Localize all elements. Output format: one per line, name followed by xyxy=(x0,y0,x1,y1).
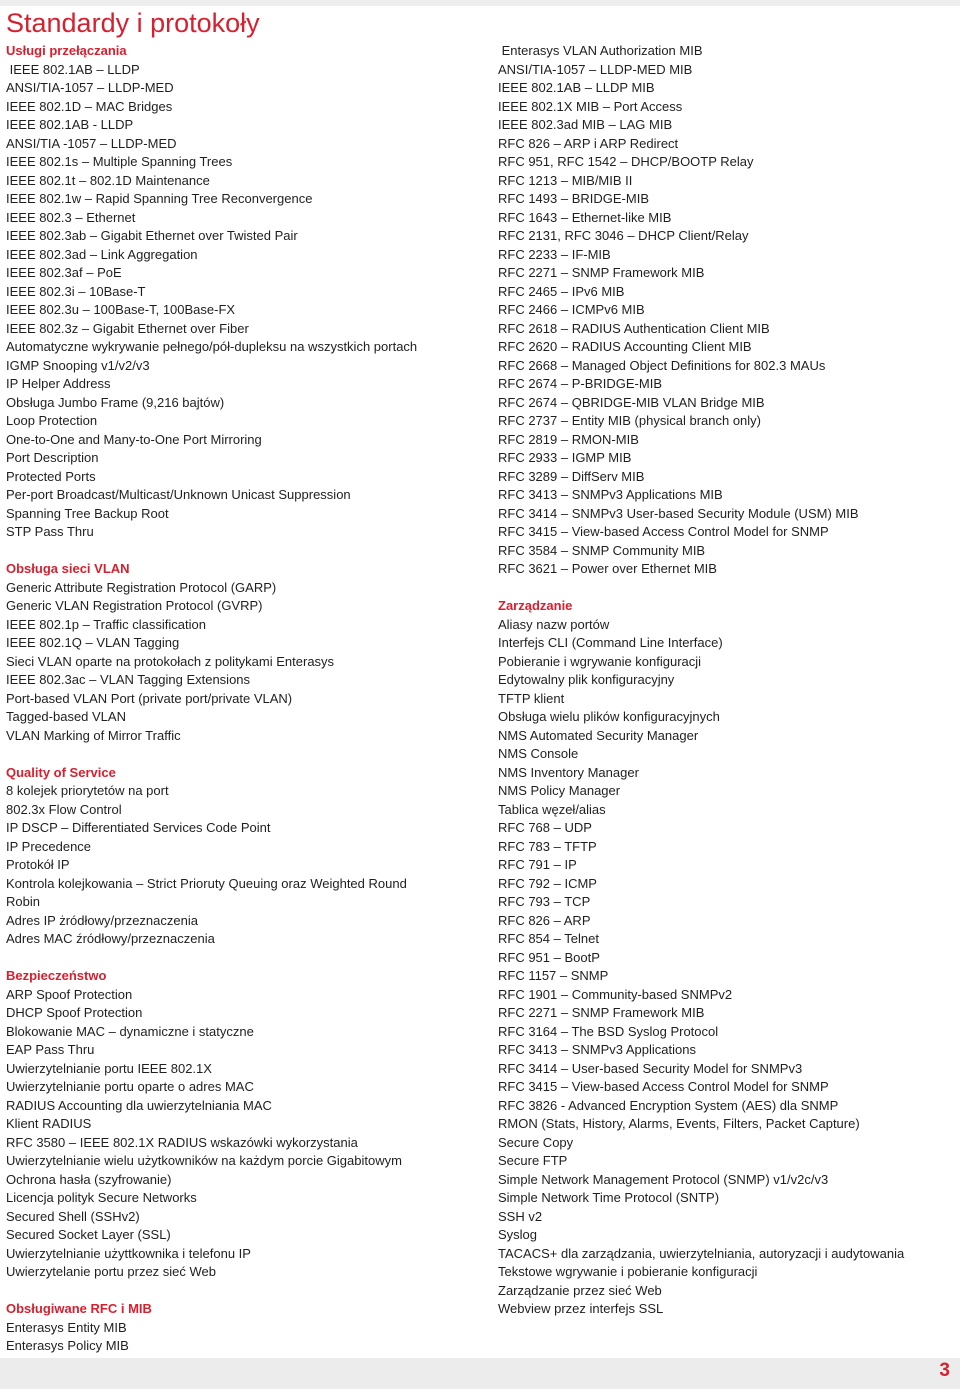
list-item: RMON (Stats, History, Alarms, Events, Filters, Packet Capture) xyxy=(498,1116,860,1131)
list-item: Enterasys Entity MIB xyxy=(6,1319,127,1335)
list-item: Blokowanie MAC – dynamiczne i statyczne xyxy=(6,1023,254,1039)
item-list xyxy=(6,1319,476,1356)
list-item: RFC 3414 – User-based Security Model for SNMPv3 xyxy=(498,1060,803,1076)
list-item: Aliasy nazw portów xyxy=(498,616,610,632)
list-item: IEEE 802.3ac – VLAN Tagging Extensions xyxy=(6,672,251,687)
list-item: RFC 3584 – SNMP Community MIB xyxy=(498,542,706,558)
list-item: IEEE 802.3i – 10Base-T xyxy=(6,283,146,299)
list-item: RFC 2271 – SNMP Framework MIB xyxy=(498,1005,705,1020)
list-item: RFC 826 – ARP xyxy=(498,912,591,928)
list-item: RFC 1901 – Community-based SNMPv2 xyxy=(498,986,733,1002)
list-item: Secured Shell (SSHv2) xyxy=(6,1208,140,1224)
list-item: NMS Automated Security Manager xyxy=(498,727,699,743)
list-item: IGMP Snooping v1/v2/v3 xyxy=(6,357,150,373)
list-item: RFC 3164 – The BSD Syslog Protocol xyxy=(498,1023,719,1039)
list-item: RFC 1157 – SNMP xyxy=(498,968,609,983)
list-item: Obsługa wielu plików konfiguracyjnych xyxy=(498,709,720,724)
list-item: Protected Ports xyxy=(6,468,96,484)
list-item: NMS Policy Manager xyxy=(498,783,621,798)
list-item: Generic Attribute Registration Protocol (GARP) xyxy=(6,579,277,595)
list-item: RFC 2233 – IF-MIB xyxy=(498,246,611,262)
list-item: RFC 951, RFC 1542 – DHCP/BOOTP Relay xyxy=(498,154,754,169)
list-item: IP Precedence xyxy=(6,838,92,854)
list-item: RFC 3415 – View-based Access Control Model for SNMP xyxy=(498,1079,829,1094)
list-item: RFC 768 – UDP xyxy=(498,820,592,835)
list-item: Enterasys VLAN Authorization MIB xyxy=(498,43,703,58)
list-item: Loop Protection xyxy=(6,413,98,428)
list-item: RFC 1493 – BRIDGE-MIB xyxy=(498,191,649,206)
list-item: Automatyczne wykrywanie pełnego/pół-dupleksu na wszystkich portach xyxy=(6,339,418,354)
list-item: RFC 783 – TFTP xyxy=(498,838,597,854)
list-item: DHCP Spoof Protection xyxy=(6,1005,143,1020)
list-item: IEEE 802.3af – PoE xyxy=(6,265,122,280)
list-item: RFC 2618 – RADIUS Authentication Client MIB xyxy=(498,320,770,336)
list-item: Tablica węzeł/alias xyxy=(498,801,606,817)
list-item: Generic VLAN Registration Protocol (GVRP) xyxy=(6,598,263,613)
list-item: Uwierzytelnianie wielu użytkowników na każdym porcie Gigabitowym xyxy=(6,1153,402,1168)
section-heading: Quality of Service xyxy=(6,764,116,780)
list-item: Port Description xyxy=(6,450,99,465)
list-item: RFC 3413 – SNMPv3 Applications MIB xyxy=(498,487,723,502)
list-item: Enterasys Policy MIB xyxy=(6,1338,129,1353)
list-item: RFC 2668 – Managed Object Definitions for 802.3 MAUs xyxy=(498,357,826,373)
item-list xyxy=(6,782,476,949)
list-item: Ochrona hasła (szyfrowanie) xyxy=(6,1171,172,1187)
list-item: IEEE 802.1D – MAC Bridges xyxy=(6,98,173,114)
section-heading: Usługi przełączania xyxy=(6,43,127,58)
list-item: VLAN Marking of Mirror Traffic xyxy=(6,727,181,743)
section-heading: Obsługiwane RFC i MIB xyxy=(6,1301,152,1316)
list-item: Per-port Broadcast/Multicast/Unknown Unicast Suppression xyxy=(6,487,351,502)
list-item: RFC 793 – TCP xyxy=(498,894,591,909)
continued-section xyxy=(498,42,948,579)
list-item: ANSI/TIA -1057 – LLDP-MED xyxy=(6,135,177,151)
list-item: Spanning Tree Backup Root xyxy=(6,505,169,521)
bezpieczenstwo-section xyxy=(6,967,476,1282)
uslugi-przelaczania-section xyxy=(6,42,476,542)
list-item: TACACS+ dla zarządzania, uwierzytelniania, autoryzacji i audytowania xyxy=(498,1245,905,1261)
list-item: RFC 2674 – QBRIDGE-MIB VLAN Bridge MIB xyxy=(498,394,765,410)
list-item: Syslog xyxy=(498,1227,538,1242)
left-column xyxy=(6,42,476,1356)
list-item: Interfejs CLI (Command Line Interface) xyxy=(498,635,723,650)
list-item: IEEE 802.1AB - LLDP xyxy=(6,117,134,132)
list-item: RFC 3415 – View-based Access Control Model for SNMP xyxy=(498,524,829,539)
list-item: RFC 854 – Telnet xyxy=(498,931,599,946)
list-item: RFC 2466 – ICMPv6 MIB xyxy=(498,302,645,317)
list-item: IEEE 802.3z – Gigabit Ethernet over Fiber xyxy=(6,320,249,336)
list-item: Adres IP żródłowy/przeznaczenia xyxy=(6,912,198,928)
list-item: Port-based VLAN Port (private port/private VLAN) xyxy=(6,690,293,706)
list-item: RFC 826 – ARP i ARP Redirect xyxy=(498,135,679,151)
list-item: Obsługa Jumbo Frame (9,216 bajtów) xyxy=(6,394,225,410)
list-item: IEEE 802.1Q – VLAN Tagging xyxy=(6,635,180,650)
item-list xyxy=(6,986,476,1282)
list-item: IP DSCP – Differentiated Services Code Point xyxy=(6,820,271,835)
list-item: ANSI/TIA-1057 – LLDP-MED xyxy=(6,80,174,95)
item-list xyxy=(498,616,948,1319)
list-item: Uwierzytelnianie użyttkownika i telefonu IP xyxy=(6,1245,251,1261)
list-item: EAP Pass Thru xyxy=(6,1042,95,1057)
list-item: 802.3x Flow Control xyxy=(6,801,122,817)
list-item: RFC 2819 – RMON-MIB xyxy=(498,431,639,447)
list-item: RFC 3826 - Advanced Encryption System (AES) dla SNMP xyxy=(498,1097,839,1113)
obslugiwane-rfc-i-mib-section xyxy=(6,1300,476,1356)
right-column xyxy=(498,42,948,1319)
section-heading: Zarządzanie xyxy=(498,598,573,613)
list-item: Uwierzytelnianie portu oparte o adres MAC xyxy=(6,1079,254,1094)
page-number: 3 xyxy=(939,1360,950,1381)
list-item: RFC 1643 – Ethernet-like MIB xyxy=(498,209,672,225)
list-item: RFC 3289 – DiffServ MIB xyxy=(498,468,645,484)
list-item: RFC 2737 – Entity MIB (physical branch only) xyxy=(498,413,761,428)
list-item: Simple Network Time Protocol (SNTP) xyxy=(498,1190,720,1205)
list-item: RFC 2271 – SNMP Framework MIB xyxy=(498,265,705,280)
list-item: IP Helper Address xyxy=(6,376,111,391)
list-item: Sieci VLAN oparte na protokołach z politykami Enterasys xyxy=(6,653,335,669)
list-item: ANSI/TIA-1057 – LLDP-MED MIB xyxy=(498,61,693,77)
list-item: IEEE 802.1w – Rapid Spanning Tree Reconvergence xyxy=(6,191,313,206)
list-item: RFC 951 – BootP xyxy=(498,949,600,965)
page-title: Standardy i protokoły xyxy=(6,8,260,38)
list-item: IEEE 802.3ad – Link Aggregation xyxy=(6,246,198,262)
list-item: RFC 2465 – IPv6 MIB xyxy=(498,283,625,299)
quality-of-service-section xyxy=(6,764,476,949)
list-item: IEEE 802.1s – Multiple Spanning Trees xyxy=(6,154,233,169)
list-item: Tekstowe wgrywanie i pobieranie konfiguracji xyxy=(498,1264,758,1279)
list-item: IEEE 802.1t – 802.1D Maintenance xyxy=(6,172,210,188)
list-item: STP Pass Thru xyxy=(6,524,94,539)
list-item: Kontrola kolejkowania – Strict Prioruty Queuing oraz Weighted Round xyxy=(6,875,407,891)
list-item: RFC 792 – ICMP xyxy=(498,875,597,891)
list-item: Licencja polityk Secure Networks xyxy=(6,1190,197,1205)
list-item: RFC 2131, RFC 3046 – DHCP Client/Relay xyxy=(498,228,749,243)
list-item: IEEE 802.1AB – LLDP xyxy=(6,61,140,77)
item-list xyxy=(498,42,948,579)
list-item: RADIUS Accounting dla uwierzytelniania MAC xyxy=(6,1097,272,1113)
list-item: ARP Spoof Protection xyxy=(6,986,133,1002)
list-item: IEEE 802.3 – Ethernet xyxy=(6,209,136,225)
list-item: IEEE 802.3ad MIB – LAG MIB xyxy=(498,117,673,132)
list-item: One-to-One and Many-to-One Port Mirroring xyxy=(6,431,262,447)
list-item: Webview przez interfejs SSL xyxy=(498,1301,664,1316)
list-item: Edytowalny plik konfiguracyjny xyxy=(498,672,675,687)
list-item: TFTP klient xyxy=(498,690,565,706)
list-item: Adres MAC źródłowy/przeznaczenia xyxy=(6,931,215,946)
list-item: IEEE 802.1X MIB – Port Access xyxy=(498,98,683,114)
item-list xyxy=(6,61,476,542)
section-heading: Obsługa sieci VLAN xyxy=(6,561,130,576)
list-item: IEEE 802.1p – Traffic classification xyxy=(6,616,206,632)
section-heading: Bezpieczeństwo xyxy=(6,968,107,983)
list-item: Secured Socket Layer (SSL) xyxy=(6,1227,171,1242)
list-item: SSH v2 xyxy=(498,1208,543,1224)
list-item: RFC 2674 – P-BRIDGE-MIB xyxy=(498,376,662,391)
list-item: Protokół IP xyxy=(6,857,70,872)
item-list xyxy=(6,579,476,746)
list-item: NMS Console xyxy=(498,746,579,761)
obsluga-sieci-vlan-section xyxy=(6,560,476,745)
list-item: RFC 1213 – MIB/MIB II xyxy=(498,172,633,188)
list-item: RFC 3580 – IEEE 802.1X RADIUS wskazówki wykorzystania xyxy=(6,1134,358,1150)
list-item: Pobieranie i wgrywanie konfiguracji xyxy=(498,653,702,669)
list-item: RFC 3621 – Power over Ethernet MIB xyxy=(498,561,717,576)
list-item: IEEE 802.3ab – Gigabit Ethernet over Twisted Pair xyxy=(6,228,298,243)
list-item: Tagged-based VLAN xyxy=(6,709,126,724)
list-item: RFC 3414 – SNMPv3 User-based Security Module (USM) MIB xyxy=(498,505,859,521)
list-item: RFC 2620 – RADIUS Accounting Client MIB xyxy=(498,339,752,354)
list-item: Secure FTP xyxy=(498,1153,568,1168)
list-item: RFC 3413 – SNMPv3 Applications xyxy=(498,1042,696,1057)
list-item: Zarządzanie przez sieć Web xyxy=(498,1282,662,1298)
list-item: 8 kolejek priorytetów na port xyxy=(6,783,169,798)
list-item: RFC 2933 – IGMP MIB xyxy=(498,450,632,465)
list-item: Uwierzytelanie portu przez sieć Web xyxy=(6,1264,217,1279)
list-item: IEEE 802.3u – 100Base-T, 100Base-FX xyxy=(6,302,236,317)
list-item: Robin xyxy=(6,894,40,909)
list-item: Uwierzytelnianie portu IEEE 802.1X xyxy=(6,1060,212,1076)
footer-strip xyxy=(0,1358,960,1389)
zarzadzanie-section xyxy=(498,597,948,1319)
list-item: Simple Network Management Protocol (SNMP) v1/v2c/v3 xyxy=(498,1171,829,1187)
list-item: Secure Copy xyxy=(498,1134,574,1150)
list-item: RFC 791 – IP xyxy=(498,857,577,872)
list-item: NMS Inventory Manager xyxy=(498,764,639,780)
list-item: IEEE 802.1AB – LLDP MIB xyxy=(498,80,655,95)
list-item: Klient RADIUS xyxy=(6,1116,92,1131)
